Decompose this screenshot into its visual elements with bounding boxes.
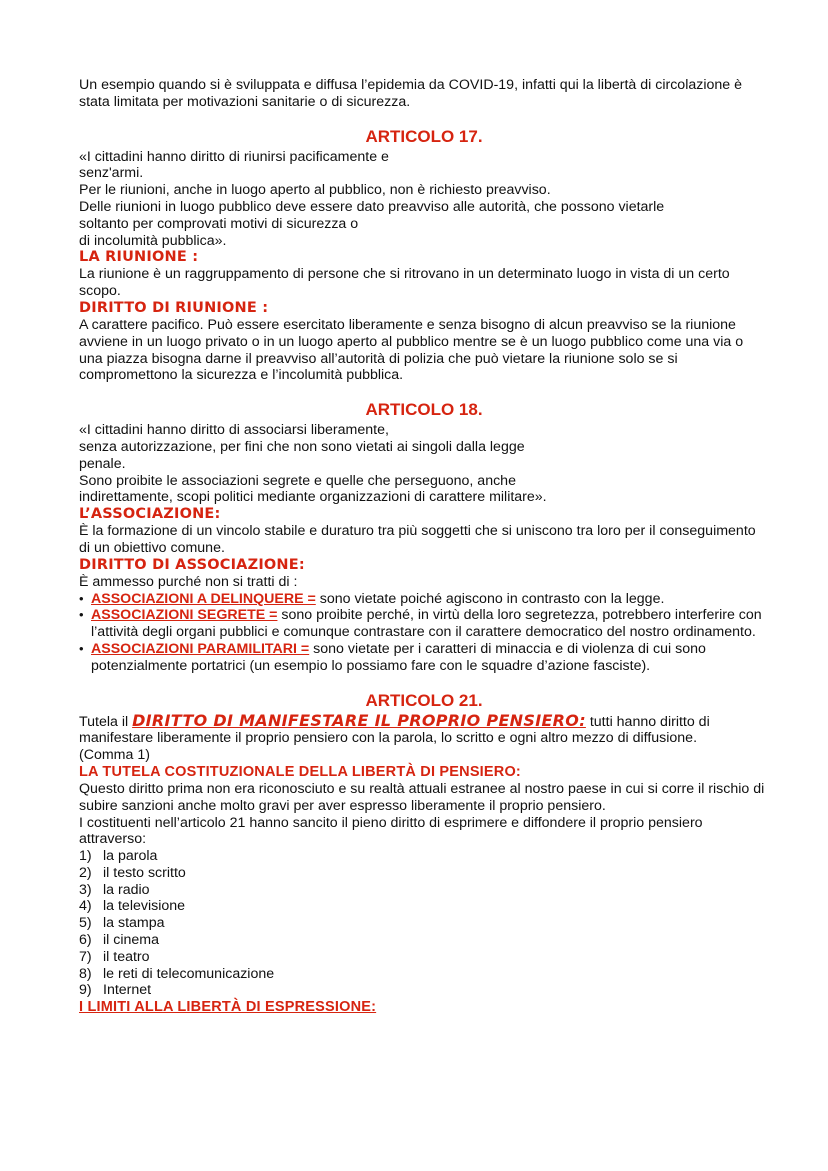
list-text: le reti di telecomunicazione <box>103 965 275 982</box>
article-18-quote <box>79 422 769 506</box>
diritto-riunione-text: A carattere pacifico. Può essere esercitato liberamente e senza bisogno di alcun preavviso se la riunione avviene in un luogo privato o in un luogo aperto al pubblico mentre se è un luogo pubblico come una via o una piazza bisogna darne il preavviso all’autorità di polizia che può vietare la riunione solo se si compromettono la sicurezza e l’incolumità pubblica. <box>79 316 744 384</box>
list-text: la televisione <box>103 898 186 915</box>
bullet-text: sono proibite perché, in virtù della loro segretezza, potrebbero interferire con l’attività degli organi pubblici e comunque contrastare con il carattere democratico del nostro ordinamento. <box>91 607 762 641</box>
diritto-associazione-text: È ammesso purché non si tratti di : <box>79 573 298 590</box>
quote-line: senz'armi. <box>79 165 144 182</box>
quote-line: Delle riunioni in luogo pubblico deve essere dato preavviso alle autorità, che possono vietarle <box>79 198 665 215</box>
bullet-label: ASSOCIAZIONI PARAMILITARI = <box>91 640 310 657</box>
riunione-text: La riunione è un raggruppamento di persone che si ritrovano in un determinato luogo in vista di un certo scopo. <box>79 266 730 300</box>
costituenti-text: I costituenti nell’articolo 21 hanno sancito il pieno diritto di esprimere e diffondere il proprio pensiero attraverso: <box>79 814 703 848</box>
list-item <box>79 966 769 983</box>
list-item <box>79 932 769 949</box>
document-page <box>79 77 769 1016</box>
list-text: la parola <box>103 848 158 865</box>
list-number: 2) <box>79 864 92 881</box>
list-text: Internet <box>103 982 152 999</box>
article-18-title: ARTICOLO 18. <box>365 400 483 420</box>
riunione-heading: LA RIUNIONE : <box>79 249 199 266</box>
list-number: 5) <box>79 915 92 932</box>
quote-line: Per le riunioni, anche in luogo aperto al pubblico, non è richiesto preavviso. <box>79 182 551 199</box>
associazioni-list <box>79 591 769 675</box>
list-item <box>79 607 769 641</box>
comma-note: (Comma 1) <box>79 747 150 764</box>
mezzi-list <box>79 848 769 999</box>
list-text: la stampa <box>103 915 165 932</box>
list-text: il cinema <box>103 932 159 949</box>
list-text: il testo scritto <box>103 864 186 881</box>
bullet-label: ASSOCIAZIONI A DELINQUERE = <box>91 590 316 607</box>
article-17-quote <box>79 149 769 250</box>
quote-line: indirettamente, scopi politici mediante organizzazioni di carattere militare». <box>79 489 547 506</box>
article-21-title: ARTICOLO 21. <box>365 690 483 710</box>
list-item <box>79 865 769 882</box>
tutela-heading: LA TUTELA COSTITUZIONALE DELLA LIBERTÀ DI PENSIERO: <box>79 763 521 780</box>
bullet-text: sono vietate per i caratteri di minaccia e di violenza di cui sono potenzialmente portatrici (un esempio lo possiamo fare con le squadre d’azione fasciste). <box>91 640 706 674</box>
list-number: 3) <box>79 881 92 898</box>
quote-line: senza autorizzazione, per fini che non sono vietati ai singoli dalla legge <box>79 438 525 455</box>
list-item <box>79 641 769 675</box>
list-item <box>79 949 769 966</box>
article-17-title: ARTICOLO 17. <box>365 126 483 146</box>
quote-line: penale. <box>79 455 126 472</box>
lead-rest-text: tutti hanno diritto di manifestare liberamente il proprio pensiero con la parola, lo scritto e ogni altro mezzo di diffusione. <box>79 713 710 747</box>
associazione-text: È la formazione di un vincolo stabile e duraturo tra più soggetti che si uniscono tra loro per il conseguimento di un obiettivo comune. <box>79 523 756 556</box>
manifestare-pensiero-heading: DIRITTO DI MANIFESTARE IL PROPRIO PENSIERO: <box>132 710 586 730</box>
list-item <box>79 982 769 999</box>
list-number: 8) <box>79 965 92 982</box>
list-item <box>79 591 769 608</box>
tutela-text: Questo diritto prima non era riconosciuto e su realtà attuali estranee al nostro paese in cui si corre il rischio di subire sanzioni anche molto gravi per aver espresso liberamente il proprio pensiero. <box>79 780 765 814</box>
limiti-heading: I LIMITI ALLA LIBERTÀ DI ESPRESSIONE: <box>79 999 377 1016</box>
list-number: 9) <box>79 982 92 999</box>
list-item <box>79 898 769 915</box>
diritto-associazione-heading: DIRITTO DI ASSOCIAZIONE: <box>79 556 305 573</box>
associazione-heading: L’ASSOCIAZIONE: <box>79 506 221 523</box>
bullet-label: ASSOCIAZIONI SEGRETE = <box>91 607 278 624</box>
article-21-lead <box>79 710 769 748</box>
list-number: 4) <box>79 898 92 915</box>
quote-line: «I cittadini hanno diritto di riunirsi pacificamente e <box>79 148 389 165</box>
list-text: il teatro <box>103 948 150 965</box>
list-number: 6) <box>79 932 92 949</box>
list-item <box>79 915 769 932</box>
list-text: la radio <box>103 881 150 898</box>
quote-line: «I cittadini hanno diritto di associarsi liberamente, <box>79 422 389 439</box>
list-number: 7) <box>79 948 92 965</box>
quote-line: Sono proibite le associazioni segrete e quelle che perseguono, anche <box>79 472 516 489</box>
diritto-riunione-heading: DIRITTO DI RIUNIONE : <box>79 299 269 316</box>
bullet-text: sono vietate poiché agiscono in contrasto con la legge. <box>315 590 665 607</box>
list-item <box>79 848 769 865</box>
intro-paragraph: Un esempio quando si è sviluppata e diffusa l’epidemia da COVID-19, infatti qui la libertà di circolazione è stata limitata per motivazioni sanitarie o di sicurezza. <box>79 77 742 110</box>
list-item <box>79 882 769 899</box>
lead-text: Tutela il <box>79 713 133 730</box>
quote-line: di incolumità pubblica». <box>79 232 227 249</box>
quote-line: soltanto per comprovati motivi di sicurezza o <box>79 215 359 232</box>
list-number: 1) <box>79 848 92 865</box>
